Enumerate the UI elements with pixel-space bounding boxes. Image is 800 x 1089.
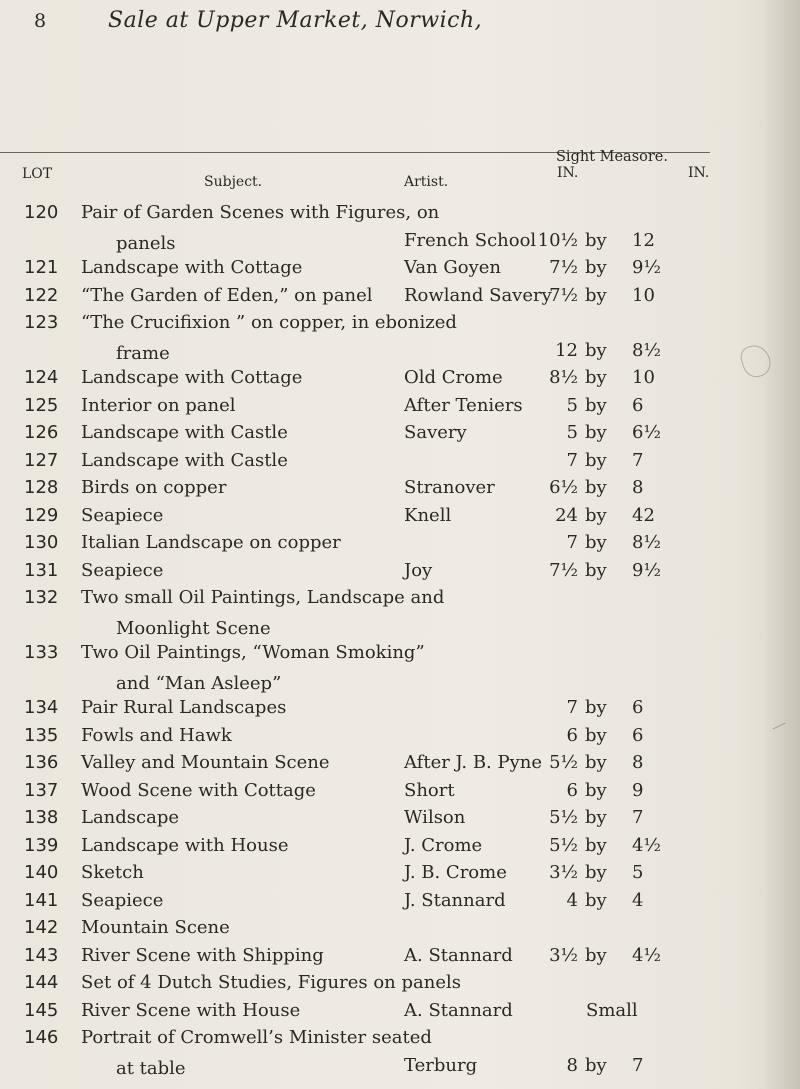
lot-row <box>0 915 800 943</box>
lot-number: 138 <box>24 807 59 828</box>
lot-number: 132 <box>24 587 59 608</box>
lot-measure-by: by <box>585 394 607 416</box>
lot-measure-1: 5½ <box>549 834 578 856</box>
lot-row <box>0 530 800 558</box>
lot-measure-by: by <box>585 779 607 801</box>
lot-measure-1: 6 <box>566 779 578 801</box>
lot-measure-by: by <box>585 504 607 526</box>
lot-measure-1: 8 <box>566 1054 578 1076</box>
lot-measure-1: 24 <box>555 504 578 526</box>
lot-measure-2: 8 <box>632 752 644 773</box>
lot-row <box>0 805 800 833</box>
lot-number: 146 <box>24 1027 59 1048</box>
lot-measure-by: by <box>585 944 607 966</box>
lot-number: 134 <box>24 697 59 718</box>
lot-subject: Fowls and Hawk <box>81 724 232 746</box>
lot-measure-1: 7½ <box>549 257 578 278</box>
lot-number: 140 <box>24 862 59 883</box>
lot-artist: After J. B. Pyne <box>404 752 543 773</box>
lot-measure-1: 6 <box>566 724 578 746</box>
lot-subject: Landscape with Castle <box>81 449 288 471</box>
lot-subject: Sketch <box>81 862 144 883</box>
lot-number: 145 <box>24 999 59 1021</box>
lot-number: 122 <box>24 284 59 306</box>
lot-number: 126 <box>24 422 59 443</box>
lot-artist: Terburg <box>404 1054 478 1076</box>
lot-measure-1: 3½ <box>549 862 578 883</box>
lot-measure-1: 7 <box>566 449 578 471</box>
lot-measure-by: by <box>585 697 607 718</box>
lot-measure-by: by <box>585 559 607 581</box>
lot-row <box>0 365 800 393</box>
lot-row <box>0 503 800 531</box>
lot-row <box>0 200 800 255</box>
lot-measure-1: 7 <box>566 697 578 718</box>
lot-measure-2: 7 <box>632 1054 644 1076</box>
lot-row <box>0 970 800 998</box>
lot-artist: Old Crome <box>404 367 503 388</box>
lot-measure-by: by <box>585 449 607 471</box>
lot-measure-2: 8½ <box>632 339 661 361</box>
lot-number: 135 <box>24 724 59 746</box>
lot-measure-1: 7 <box>566 532 578 553</box>
lot-subject-continued: at table <box>116 1058 186 1079</box>
lot-subject: Landscape with Castle <box>81 422 288 443</box>
lot-subject: Mountain Scene <box>81 917 230 938</box>
lot-artist: J. B. Crome <box>404 862 507 883</box>
lot-measure-2: 4½ <box>632 944 661 966</box>
lot-row <box>0 640 800 695</box>
lot-subject: Italian Landscape on copper <box>81 532 341 553</box>
lot-number: 133 <box>24 642 59 663</box>
lot-subject-continued: and “Man Asleep” <box>116 673 282 694</box>
lot-subject: Birds on copper <box>81 477 227 498</box>
lot-subject: River Scene with House <box>81 999 301 1021</box>
lot-measure-2: 9 <box>632 779 644 801</box>
lot-measure-by: by <box>585 422 607 443</box>
lot-number: 142 <box>24 917 59 938</box>
lot-subject: Seapiece <box>81 559 164 581</box>
lot-subject: Pair of Garden Scenes with Figures, on <box>81 202 440 223</box>
lot-number: 143 <box>24 944 59 966</box>
lot-row <box>0 585 800 640</box>
lot-subject: Two small Oil Paintings, Landscape and <box>81 587 445 608</box>
lot-column-header: LOT <box>22 166 53 182</box>
lot-number: 125 <box>24 394 59 416</box>
lot-row <box>0 255 800 283</box>
lot-measure-2: 9½ <box>632 257 661 278</box>
lot-measure-by: by <box>585 724 607 746</box>
lot-subject: Seapiece <box>81 889 164 911</box>
lot-number: 121 <box>24 257 59 278</box>
lot-row <box>0 448 800 476</box>
lot-artist: Wilson <box>404 807 466 828</box>
lot-artist: Short <box>404 779 455 801</box>
lot-number: 128 <box>24 477 59 498</box>
lot-measure-by: by <box>585 229 607 251</box>
lot-subject: Portrait of Cromwell’s Minister seated <box>81 1027 432 1048</box>
lot-measure-2: 8½ <box>632 532 661 553</box>
lot-row <box>0 723 800 751</box>
lot-row <box>0 943 800 971</box>
lot-artist: Stranover <box>404 477 495 498</box>
artist-column-header: Artist. <box>404 174 449 190</box>
lot-subject: Set of 4 Dutch Studies, Figures on panels <box>81 972 461 993</box>
lot-measure-by: by <box>585 889 607 911</box>
lot-measure-1: 3½ <box>549 944 578 966</box>
lot-measure-by: by <box>585 367 607 388</box>
lot-measure-by: by <box>585 862 607 883</box>
lot-measure-1: 6½ <box>549 477 578 498</box>
lot-number: 123 <box>24 312 59 333</box>
page-number: 8 <box>34 10 47 32</box>
lot-measure-2: 4 <box>632 889 644 911</box>
lot-row <box>0 998 800 1026</box>
lot-row <box>0 283 800 311</box>
lot-artist: A. Stannard <box>404 999 513 1021</box>
lot-row <box>0 750 800 778</box>
lot-measure-1: 8½ <box>549 367 578 388</box>
lot-row <box>0 833 800 861</box>
lot-subject: River Scene with Shipping <box>81 944 324 966</box>
lot-artist: French School <box>404 229 537 251</box>
running-title: Sale at Upper Market, Norwich, <box>108 8 483 33</box>
lot-row <box>0 1025 800 1080</box>
lot-subject: Valley and Mountain Scene <box>81 752 330 773</box>
lot-subject-continued: panels <box>116 233 176 254</box>
lot-number: 127 <box>24 449 59 471</box>
lot-measure-1: 10½ <box>537 229 578 251</box>
lot-measure-2: 5 <box>632 862 644 883</box>
lot-artist: A. Stannard <box>404 944 513 966</box>
lot-row <box>0 888 800 916</box>
lot-subject: Interior on panel <box>81 394 236 416</box>
inches-unit-2: IN. <box>688 165 710 181</box>
lot-measure-by: by <box>585 807 607 828</box>
lot-row <box>0 420 800 448</box>
lot-number: 141 <box>24 889 59 911</box>
lot-number: 136 <box>24 752 59 773</box>
lot-measure-1: 7½ <box>549 284 578 306</box>
lot-measure-by: by <box>585 284 607 306</box>
lot-subject: Wood Scene with Cottage <box>81 779 316 801</box>
lot-measure-2: 12 <box>632 229 655 251</box>
lot-number: 139 <box>24 834 59 856</box>
lot-artist: Joy <box>404 559 433 581</box>
lot-row <box>0 860 800 888</box>
lot-measure-1: 12 <box>555 339 578 361</box>
lot-subject: “The Crucifixion ” on copper, in ebonized <box>81 312 457 333</box>
lot-row <box>0 310 800 365</box>
lot-measure-2: 7 <box>632 807 644 828</box>
lot-number: 144 <box>24 972 59 993</box>
lot-subject-continued: frame <box>116 343 170 364</box>
lot-measure-1: 5½ <box>549 807 578 828</box>
lot-measure-by: by <box>585 257 607 278</box>
lot-subject: Landscape with House <box>81 834 289 856</box>
lot-row <box>0 695 800 723</box>
lot-measure-2: 6 <box>632 394 644 416</box>
lot-measure-2: 6 <box>632 697 644 718</box>
page-header <box>0 4 800 36</box>
lot-measure-2: 42 <box>632 504 655 526</box>
lot-subject-continued: Moonlight Scene <box>116 618 271 639</box>
lot-measure-by: by <box>585 752 607 773</box>
lot-number: 129 <box>24 504 59 526</box>
lot-measure-2: 8 <box>632 477 644 498</box>
measure-column-header: Sight Measore. <box>556 149 668 165</box>
lot-artist: J. Stannard <box>404 889 506 911</box>
lot-measure-2: 7 <box>632 449 644 471</box>
lot-measure-2: 4½ <box>632 834 661 856</box>
lot-number: 131 <box>24 559 59 581</box>
lot-measure-1: 5½ <box>549 752 578 773</box>
lot-artist: Savery <box>404 422 467 443</box>
lot-number: 124 <box>24 367 59 388</box>
lot-artist: J. Crome <box>404 834 483 856</box>
lot-number: 130 <box>24 532 59 553</box>
lot-measure-2: 6½ <box>632 422 661 443</box>
lot-row <box>0 475 800 503</box>
lot-subject: Landscape with Cottage <box>81 257 303 278</box>
lot-row <box>0 558 800 586</box>
lot-artist: Van Goyen <box>404 257 502 278</box>
lot-measure-by: by <box>585 1054 607 1076</box>
lot-row <box>0 778 800 806</box>
lot-subject: Landscape <box>81 807 180 828</box>
subject-column-header: Subject. <box>204 174 263 190</box>
lot-subject: Two Oil Paintings, “Woman Smoking” <box>81 642 425 663</box>
lot-size-note: Small <box>586 999 638 1021</box>
lot-number: 120 <box>24 202 59 223</box>
lot-measure-2: 10 <box>632 284 655 306</box>
lot-measure-by: by <box>585 477 607 498</box>
lot-subject: Pair Rural Landscapes <box>81 697 287 718</box>
lot-measure-1: 7½ <box>549 559 578 581</box>
lot-artist: After Teniers <box>404 394 523 416</box>
lot-measure-2: 9½ <box>632 559 661 581</box>
lot-measure-1: 5 <box>566 422 578 443</box>
lot-row <box>0 393 800 421</box>
lot-measure-2: 10 <box>632 367 655 388</box>
lot-subject: Landscape with Cottage <box>81 367 303 388</box>
lot-subject: “The Garden of Eden,” on panel <box>81 284 373 306</box>
lot-measure-by: by <box>585 834 607 856</box>
lot-artist: Rowland Savery <box>404 284 552 306</box>
lot-measure-by: by <box>585 339 607 361</box>
lot-measure-2: 6 <box>632 724 644 746</box>
lot-measure-by: by <box>585 532 607 553</box>
lot-measure-1: 4 <box>566 889 578 911</box>
inches-unit-1: IN. <box>557 165 579 181</box>
lot-measure-1: 5 <box>566 394 578 416</box>
lot-subject: Seapiece <box>81 504 164 526</box>
lot-number: 137 <box>24 779 59 801</box>
lot-artist: Knell <box>404 504 452 526</box>
